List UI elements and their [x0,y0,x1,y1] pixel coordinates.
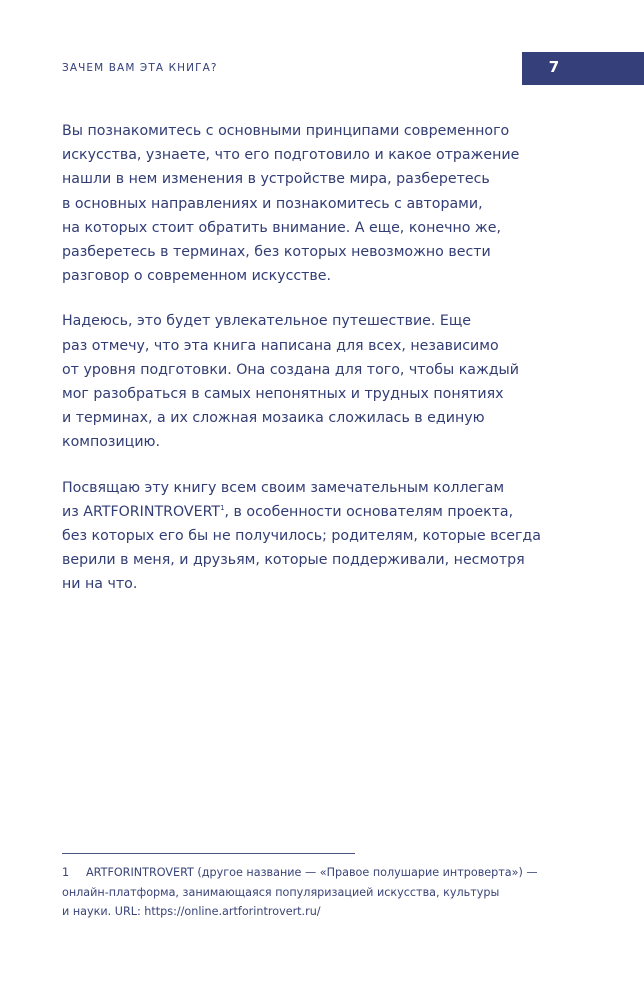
text-line: нашли в нем изменения в устройстве мира, разберетесь [62,171,490,188]
footnote-line: и науки. URL: https://online.artforintrovert.ru/ [62,905,321,918]
body-text [62,119,582,618]
page-number-box [522,52,644,85]
text-line: искусства, узнаете, что его подготовило и какое отражение [62,147,520,164]
text-line: Надеюсь, это будет увлекательное путешествие. Еще [62,313,471,330]
footnote-reference[interactable]: 1 [220,503,225,512]
text-line: на которых стоит обратить внимание. А еще, конечно же, [62,219,501,236]
text-line: композицию. [62,434,161,451]
text-fragment: из ARTFORINTROVERT [62,503,221,520]
text-line: разговор о современном искусстве. [62,268,332,285]
page-number: 7 [548,58,560,76]
paragraph [62,119,582,288]
footnote-line: онлайн-платформа, занимающаяся популяризацией искусства, культуры [62,885,500,899]
text-line: в основных направлениях и познакомитесь с авторами, [62,195,483,212]
running-head: ЗАЧЕМ ВАМ ЭТА КНИГА? [62,62,218,74]
text-line: от уровня подготовки. Она создана для того, чтобы каждый [62,361,519,378]
text-line: верили в меня, и друзьям, которые поддерживали, несмотря [62,552,525,569]
footnote-rule [62,853,355,854]
paragraph [62,309,582,454]
text-fragment: , в особенности основателям проекта, [224,503,514,520]
text-line: раз отмечу, что эта книга написана для всех, независимо [62,337,499,354]
text-line: Посвящаю эту книгу всем своим замечательным коллегам [62,479,505,496]
text-line: ни на что. [62,576,138,593]
footnote [62,863,622,922]
footnote-text: ARTFORINTROVERT (другое название — «Правое полушарие интроверта») — [86,866,538,879]
text-line [62,500,582,524]
footnote-line [62,863,622,883]
text-line: без которых его бы не получилось; родителям, которые всегда [62,528,541,545]
paragraph [62,476,582,597]
text-line: мог разобраться в самых непонятных и трудных понятиях [62,386,504,403]
text-line: и терминах, а их сложная мозаика сложилась в единую [62,410,485,427]
footnote-number: 1 [62,866,70,879]
text-line: разберетесь в терминах, без которых невозможно вести [62,244,491,261]
text-line: Вы познакомитесь с основными принципами современного [62,123,510,139]
